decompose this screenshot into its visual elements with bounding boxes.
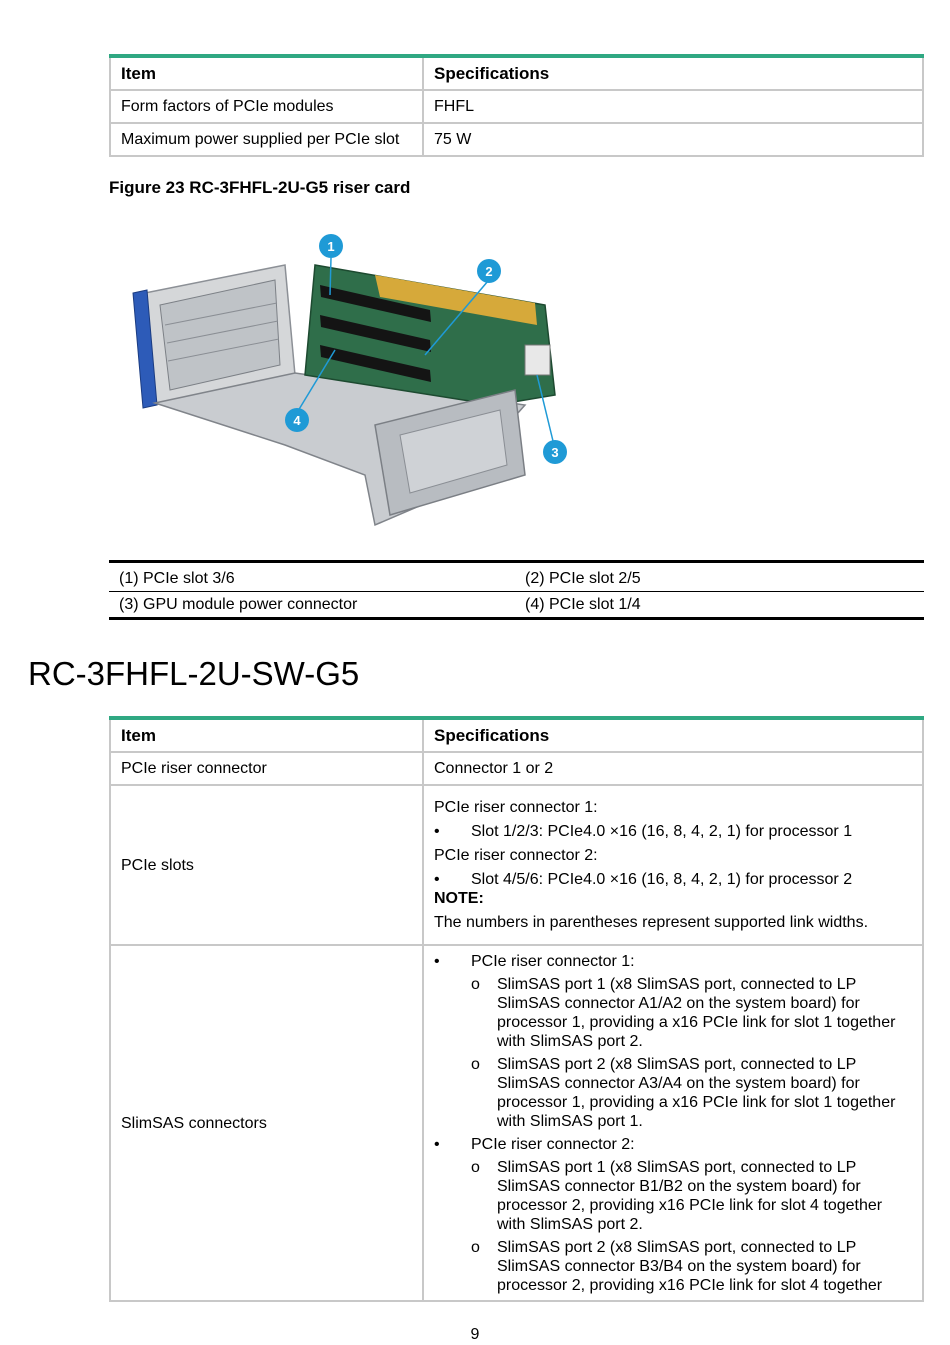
svg-text:3: 3 xyxy=(551,445,559,460)
legend-row xyxy=(109,562,924,592)
callout-4-icon xyxy=(285,408,309,432)
figure-legend-table xyxy=(109,560,924,620)
svg-text:1: 1 xyxy=(327,239,335,254)
callout-1-icon xyxy=(319,234,343,258)
table-header-row xyxy=(110,56,923,90)
spec-bullet: • Slot 1/2/3: PCIe4.0 ×16 (16, 8, 4, 2, 1) for processor 1 xyxy=(434,823,853,840)
cell-spec xyxy=(423,945,923,1301)
cell-item: PCIe riser connector xyxy=(110,752,423,785)
svg-text:4: 4 xyxy=(293,413,301,428)
table-row xyxy=(110,752,923,785)
table-header-row xyxy=(110,718,923,752)
cell-spec: FHFL xyxy=(423,90,923,123)
riser-card-figure xyxy=(125,225,585,540)
page-number: 9 xyxy=(470,1326,480,1343)
cell-spec: 75 W xyxy=(423,123,923,156)
cell-spec: Connector 1 or 2 xyxy=(423,752,923,785)
callout-3-icon xyxy=(543,440,567,464)
table-row xyxy=(110,90,923,123)
note-text: The numbers in parentheses represent supported link widths. xyxy=(434,914,869,931)
section-heading: RC-3FHFL-2U-SW-G5 xyxy=(28,655,360,692)
spec-line: PCIe riser connector 1: xyxy=(434,799,598,816)
table-row xyxy=(110,123,923,156)
cell-item: Form factors of PCIe modules xyxy=(110,90,423,123)
header-item: Item xyxy=(110,718,423,752)
legend-row xyxy=(109,592,924,619)
spec-bullet: • Slot 4/5/6: PCIe4.0 ×16 (16, 8, 4, 2, 1) for processor 2 xyxy=(434,871,853,888)
spec-line: PCIe riser connector 2: xyxy=(434,847,598,864)
spec-subbullet: o SlimSAS port 1 (x8 SlimSAS port, connected to LP SlimSAS connector B1/B2 on the system board) for processor 2, providing x16 PCIe link for slot 4 together with SlimSAS port 2. xyxy=(471,1159,883,1233)
note-label: NOTE: xyxy=(434,890,484,907)
table-row xyxy=(110,945,923,1301)
legend-item: (3) GPU module power connector xyxy=(109,592,515,619)
cell-item: Maximum power supplied per PCIe slot xyxy=(110,123,423,156)
table-row xyxy=(110,785,923,945)
spec-bullet: • PCIe riser connector 2: xyxy=(434,1136,635,1153)
spec-subbullet: o SlimSAS port 2 (x8 SlimSAS port, connected to LP SlimSAS connector B3/B4 on the system board) for processor 2, providing x16 PCIe link for slot 4 together xyxy=(471,1239,883,1294)
svg-text:2: 2 xyxy=(485,264,493,279)
cell-item: SlimSAS connectors xyxy=(110,945,423,1301)
spec-subbullet: o SlimSAS port 2 (x8 SlimSAS port, connected to LP SlimSAS connector A3/A4 on the system board) for processor 1, providing a x16 PCIe link for slot 1 together with SlimSAS port 1. xyxy=(471,1056,896,1130)
legend-item: (4) PCIe slot 1/4 xyxy=(515,592,924,619)
figure-caption: Figure 23 RC-3FHFL-2U-G5 riser card xyxy=(109,178,411,197)
legend-item: (1) PCIe slot 3/6 xyxy=(109,562,515,592)
cell-item: PCIe slots xyxy=(110,785,423,945)
legend-item: (2) PCIe slot 2/5 xyxy=(515,562,924,592)
spec-bullet: • PCIe riser connector 1: xyxy=(434,953,635,970)
callout-2-icon xyxy=(477,259,501,283)
header-specifications: Specifications xyxy=(423,718,923,752)
cell-spec xyxy=(423,785,923,945)
spec-table-riser-g5 xyxy=(109,54,924,157)
header-specifications: Specifications xyxy=(423,56,923,90)
header-item: Item xyxy=(110,56,423,90)
spec-table-riser-sw-g5 xyxy=(109,716,924,1302)
spec-subbullet: o SlimSAS port 1 (x8 SlimSAS port, connected to LP SlimSAS connector A1/A2 on the system board) for processor 1, providing a x16 PCIe link for slot 1 together with SlimSAS port 2. xyxy=(471,976,896,1050)
